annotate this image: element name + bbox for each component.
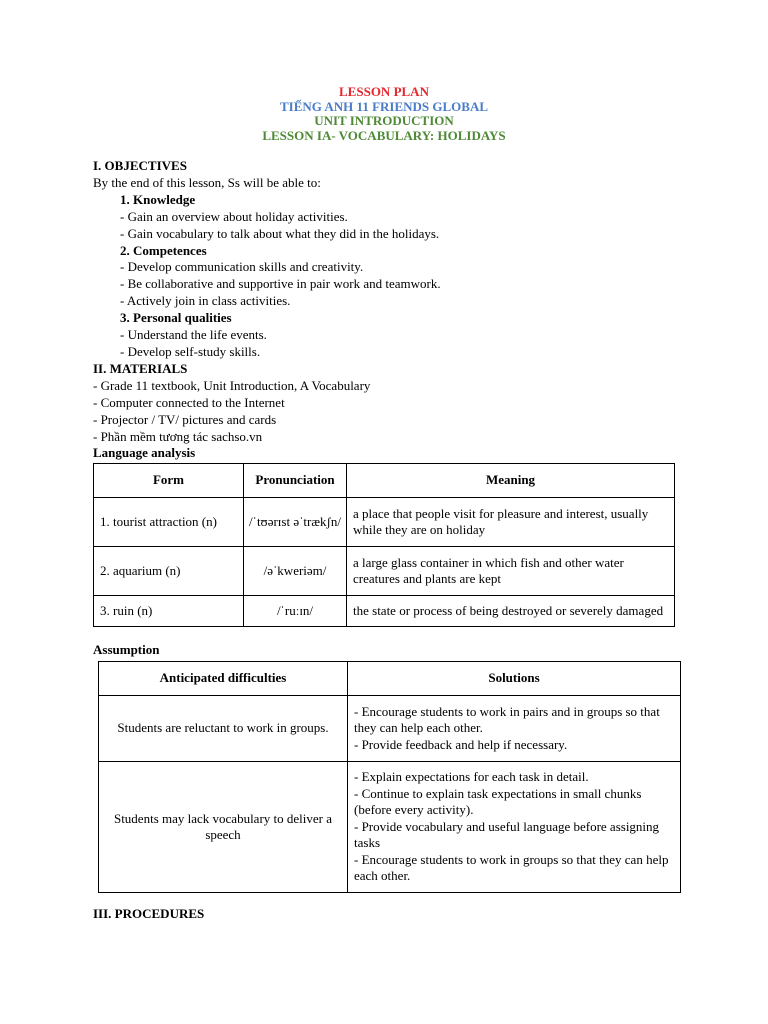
- unit-title: UNIT INTRODUCTION: [314, 113, 454, 128]
- meaning-line: while they are on holiday: [353, 522, 486, 537]
- materials-item: - Grade 11 textbook, Unit Introduction, A Vocabulary: [93, 377, 371, 393]
- assumption-table: [98, 661, 681, 893]
- assumption-label: Assumption: [93, 642, 160, 657]
- objectives-intro: By the end of this lesson, Ss will be able to:: [93, 174, 321, 190]
- table-header-row: [94, 464, 675, 498]
- objectives-heading: I. OBJECTIVES: [93, 158, 187, 173]
- language-analysis-table: [93, 463, 675, 627]
- table-row: [94, 498, 675, 547]
- competences-item: - Develop communication skills and creativity.: [120, 259, 364, 275]
- materials-item: - Computer connected to the Internet: [93, 394, 285, 410]
- course-title: TIẾNG ANH 11 FRIENDS GLOBAL: [279, 98, 489, 114]
- solution-line: - Encourage students to work in pairs and in groups so that: [354, 703, 660, 719]
- competences-item: - Be collaborative and supportive in pair work and teamwork.: [120, 276, 441, 292]
- qualities-item: - Understand the life events.: [120, 327, 267, 343]
- column-header-pronunciation: Pronunciation: [244, 464, 347, 498]
- pronunciation-cell: /əˈkweriəm/: [244, 547, 347, 596]
- table-header-row: [99, 662, 681, 696]
- solution-line: (before every activity).: [354, 802, 474, 818]
- column-header-solutions: Solutions: [348, 662, 681, 696]
- solutions-cell: [348, 762, 681, 893]
- competences-title: 2. Competences: [120, 242, 207, 258]
- procedures-heading: III. PROCEDURES: [93, 906, 205, 921]
- form-cell: 2. aquarium (n): [94, 547, 244, 596]
- solution-line: - Provide feedback and help if necessary.: [354, 736, 568, 752]
- solution-line: they can help each other.: [354, 720, 483, 736]
- document-header: [0, 85, 768, 143]
- form-cell: 1. tourist attraction (n): [94, 498, 244, 547]
- pronunciation-cell: /ˈtʊərɪst əˈtrækʃn/: [244, 498, 347, 547]
- table-row: [99, 696, 681, 762]
- lesson-plan-title: LESSON PLAN: [339, 84, 429, 99]
- solution-line: tasks: [354, 835, 380, 851]
- meaning-line: a place that people visit for pleasure and interest, usually: [353, 505, 649, 521]
- solution-line: - Encourage students to work in groups so that they can help: [354, 851, 669, 867]
- pronunciation-cell: /ˈruːɪn/: [244, 596, 347, 627]
- solution-line: each other.: [354, 868, 411, 884]
- materials-item: - Phần mềm tương tác sachso.vn: [93, 428, 263, 444]
- solution-line: - Provide vocabulary and useful language before assigning: [354, 818, 660, 834]
- column-header-form: Form: [94, 464, 244, 498]
- objectives-and-materials: [93, 158, 693, 462]
- knowledge-title: 1. Knowledge: [120, 191, 196, 207]
- solution-line: - Continue to explain task expectations in small chunks: [354, 785, 642, 801]
- knowledge-item: - Gain an overview about holiday activities.: [120, 208, 348, 224]
- knowledge-item: - Gain vocabulary to talk about what they did in the holidays.: [120, 225, 440, 241]
- meaning-line: creatures and plants are kept: [353, 571, 501, 586]
- table-row: [99, 762, 681, 893]
- lesson-title: LESSON IA- VOCABULARY: HOLIDAYS: [262, 127, 506, 143]
- table-row: [94, 547, 675, 596]
- materials-heading: II. MATERIALS: [93, 360, 188, 376]
- qualities-item: - Develop self-study skills.: [120, 343, 261, 359]
- meaning-cell: [347, 498, 675, 547]
- difficulty-cell: Students are reluctant to work in groups.: [99, 696, 348, 762]
- materials-item: - Projector / TV/ pictures and cards: [93, 411, 277, 427]
- column-header-meaning: Meaning: [347, 464, 675, 498]
- form-cell: 3. ruin (n): [94, 596, 244, 627]
- meaning-line: a large glass container in which fish and other water: [353, 554, 624, 570]
- language-analysis-label: Language analysis: [93, 445, 196, 461]
- column-header-difficulties: Anticipated difficulties: [99, 662, 348, 696]
- difficulty-cell: Students may lack vocabulary to deliver a speech: [99, 762, 348, 893]
- meaning-cell: [347, 547, 675, 596]
- competences-item: - Actively join in class activities.: [120, 293, 291, 309]
- solutions-cell: [348, 696, 681, 762]
- solution-line: - Explain expectations for each task in detail.: [354, 769, 589, 785]
- qualities-title: 3. Personal qualities: [120, 310, 232, 326]
- table-row: [94, 596, 675, 627]
- meaning-cell: the state or process of being destroyed or severely damaged: [347, 596, 675, 627]
